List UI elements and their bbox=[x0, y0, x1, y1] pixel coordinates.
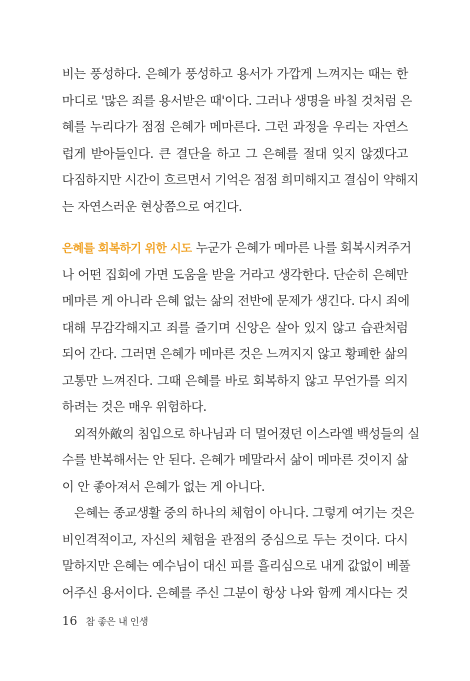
text-line: 외적外敵의 침입으로 하나님과 더 멀어졌던 이스라엘 백성들의 실 bbox=[74, 425, 420, 441]
text-line: 다짐하지만 시간이 흐르면서 기억은 점점 희미해지고 결심이 약해지 bbox=[62, 172, 419, 187]
text-line: 는 자연스러운 현상쯤으로 여긴다. bbox=[62, 198, 243, 214]
heading-line bbox=[62, 235, 412, 262]
text-line: 나 어떤 집회에 가면 도움을 받을 거라고 생각한다. 단순히 은혜만 bbox=[62, 266, 408, 282]
text-line: 럽게 받아들인다. 큰 결단을 하고 그 은혜를 절대 잊지 않겠다고 bbox=[62, 145, 408, 161]
text-line: 되어 간다. 그러면 은혜가 메마른 것은 느껴지지 않고 황폐한 삶의 bbox=[62, 346, 408, 361]
book-title: 참 좋은 내 인생 bbox=[85, 617, 149, 628]
page-footer bbox=[62, 614, 148, 628]
text-line: 고통만 느껴진다. 그때 은혜를 바로 회복하지 않고 무언가를 의지 bbox=[62, 372, 408, 388]
paragraph-1 bbox=[62, 61, 419, 220]
section-heading: 은혜를 회복하기 위한 시도 bbox=[62, 241, 192, 255]
text-line: 하려는 것은 매우 위험하다. bbox=[62, 399, 207, 414]
text-line: 말하지만 은혜는 예수님이 대신 피를 흘리심으로 내게 값없이 베풀 bbox=[62, 558, 411, 573]
text-line: 비인격적이고, 자신의 체험을 관점의 중심으로 두는 것이다. 다시 bbox=[62, 531, 408, 547]
page-number: 16 bbox=[62, 614, 78, 628]
section-body bbox=[62, 235, 420, 606]
text-line: 어주신 용서이다. 은혜를 주신 그분이 항상 나와 함께 계시다는 것 bbox=[62, 584, 408, 600]
text-line: 대해 무감각해지고 죄를 즐기며 신앙은 살아 있지 않고 습관처럼 bbox=[62, 319, 408, 335]
text-line: 메마른 게 아니라 은혜 없는 삶의 전반에 문제가 생긴다. 다시 죄에 bbox=[62, 293, 410, 308]
text-line: 혜를 누리다가 점점 은혜가 메마른다. 그런 과정을 우리는 자연스 bbox=[62, 119, 408, 134]
text-line: 비는 풍성하다. 은혜가 풍성하고 용서가 가깝게 느껴지는 때는 한 bbox=[62, 66, 408, 81]
text-line: 마디로 '많은 죄를 용서받은 때'이다. 그러나 생명을 바칠 것처럼 은 bbox=[62, 92, 412, 108]
text-line: 은혜는 종교생활 중의 하나의 체험이 아니다. 그렇게 여기는 것은 bbox=[74, 505, 415, 520]
text-line: 수를 반복해서는 안 된다. 은혜가 메말라서 삶이 메마른 것이지 삶 bbox=[62, 452, 408, 467]
text-line: 이 안 좋아져서 은혜가 없는 게 아니다. bbox=[62, 478, 265, 494]
text-line: 누군가 은혜가 메마른 나를 회복시켜주거 bbox=[195, 240, 412, 255]
